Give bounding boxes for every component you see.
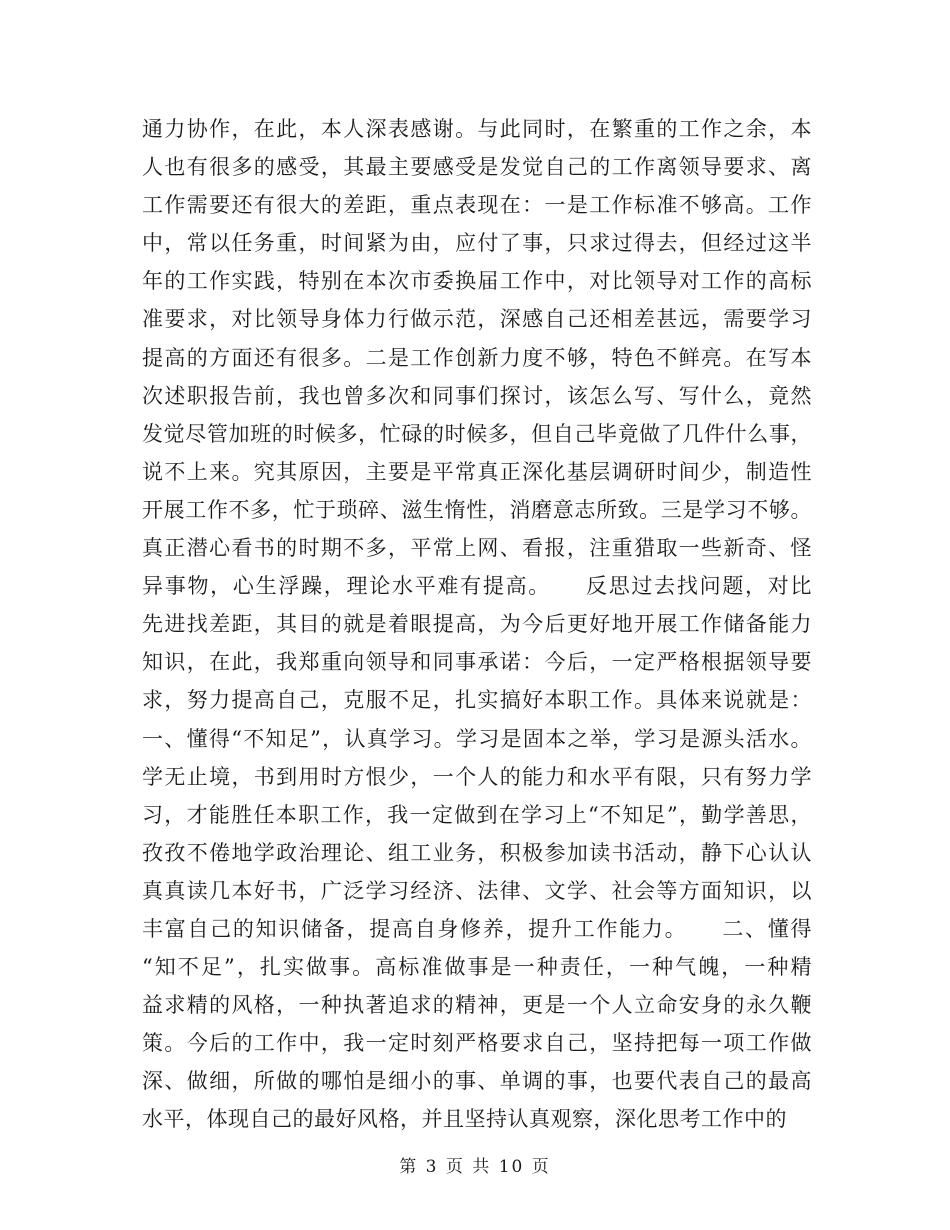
text-line: 发觉尽管加班的时候多，忙碌的时候多，但自己毕竟做了几件什么事， — [142, 421, 812, 446]
text-line: 知识，在此，我郑重向领导和同事承诺：今后，一定严格根据领导要 — [142, 650, 812, 675]
text-line: 求，努力提高自己，克服不足，扎实搞好本职工作。具体来说就是： — [142, 688, 812, 713]
body-text — [142, 110, 812, 1139]
text-line: “知不足”，扎实做事。高标准做事是一种责任，一种气魄，一种精 — [142, 955, 812, 980]
text-line: 工作需要还有很大的差距，重点表现在：一是工作标准不够高。工作 — [142, 193, 812, 218]
text-line: 次述职报告前，我也曾多次和同事们探讨，该怎么写、写什么，竟然 — [142, 383, 812, 408]
text-line: 丰富自己的知识储备，提高自身修养，提升工作能力。 二、懂得 — [142, 916, 812, 941]
text-line: 人也有很多的感受，其最主要感受是发觉自己的工作离领导要求、离 — [142, 155, 812, 180]
text-line: 真正潜心看书的时期不多，平常上网、看报，注重猎取一些新奇、怪 — [142, 536, 812, 561]
page-footer: 第 3 页 共 10 页 — [399, 1157, 551, 1177]
text-line: 先进找差距，其目的就是着眼提高，为今后更好地开展工作储备能力 — [142, 612, 812, 637]
text-line: 水平，体现自己的最好风格，并且坚持认真观察，深化思考工作中的 — [142, 1107, 787, 1132]
text-line: 学无止境，书到用时方恨少，一个人的能力和水平有限，只有努力学 — [142, 764, 812, 789]
text-line: 真真读几本好书，广泛学习经济、法律、文学、社会等方面知识，以 — [142, 878, 812, 903]
text-line: 习，才能胜任本职工作，我一定做到在学习上“不知足”，勤学善思， — [142, 802, 812, 827]
text-line: 通力协作，在此，本人深表感谢。与此同时，在繁重的工作之余，本 — [142, 117, 812, 141]
text-line: 孜孜不倦地学政治理论、组工业务，积极参加读书活动，静下心认认 — [142, 840, 812, 865]
text-line: 策。今后的工作中，我一定时刻严格要求自己，坚持把每一项工作做 — [142, 1031, 812, 1056]
text-line: 开展工作不多，忙于琐碎、滋生惰性，消磨意志所致。三是学习不够。 — [142, 497, 812, 522]
text-line: 年的工作实践，特别在本次市委换届工作中，对比领导对工作的高标 — [142, 269, 812, 294]
text-line: 一、懂得“不知足”，认真学习。学习是固本之举，学习是源头活水。 — [142, 726, 812, 751]
text-line: 准要求，对比领导身体力行做示范，深感自己还相差甚远，需要学习 — [142, 307, 812, 332]
text-line: 异事物，心生浮躁，理论水平难有提高。 反思过去找问题，对比 — [142, 574, 812, 599]
text-line: 提高的方面还有很多。二是工作创新力度不够，特色不鲜亮。在写本 — [142, 345, 812, 370]
text-line: 中，常以任务重，时间紧为由，应付了事，只求过得去，但经过这半 — [142, 231, 812, 256]
text-line: 说不上来。究其原因，主要是平常真正深化基层调研时间少，制造性 — [142, 459, 812, 484]
text-line: 益求精的风格，一种执著追求的精神，更是一个人立命安身的永久鞭 — [142, 993, 812, 1018]
text-line: 深、做细，所做的哪怕是细小的事、单调的事，也要代表自己的最高 — [142, 1069, 812, 1094]
